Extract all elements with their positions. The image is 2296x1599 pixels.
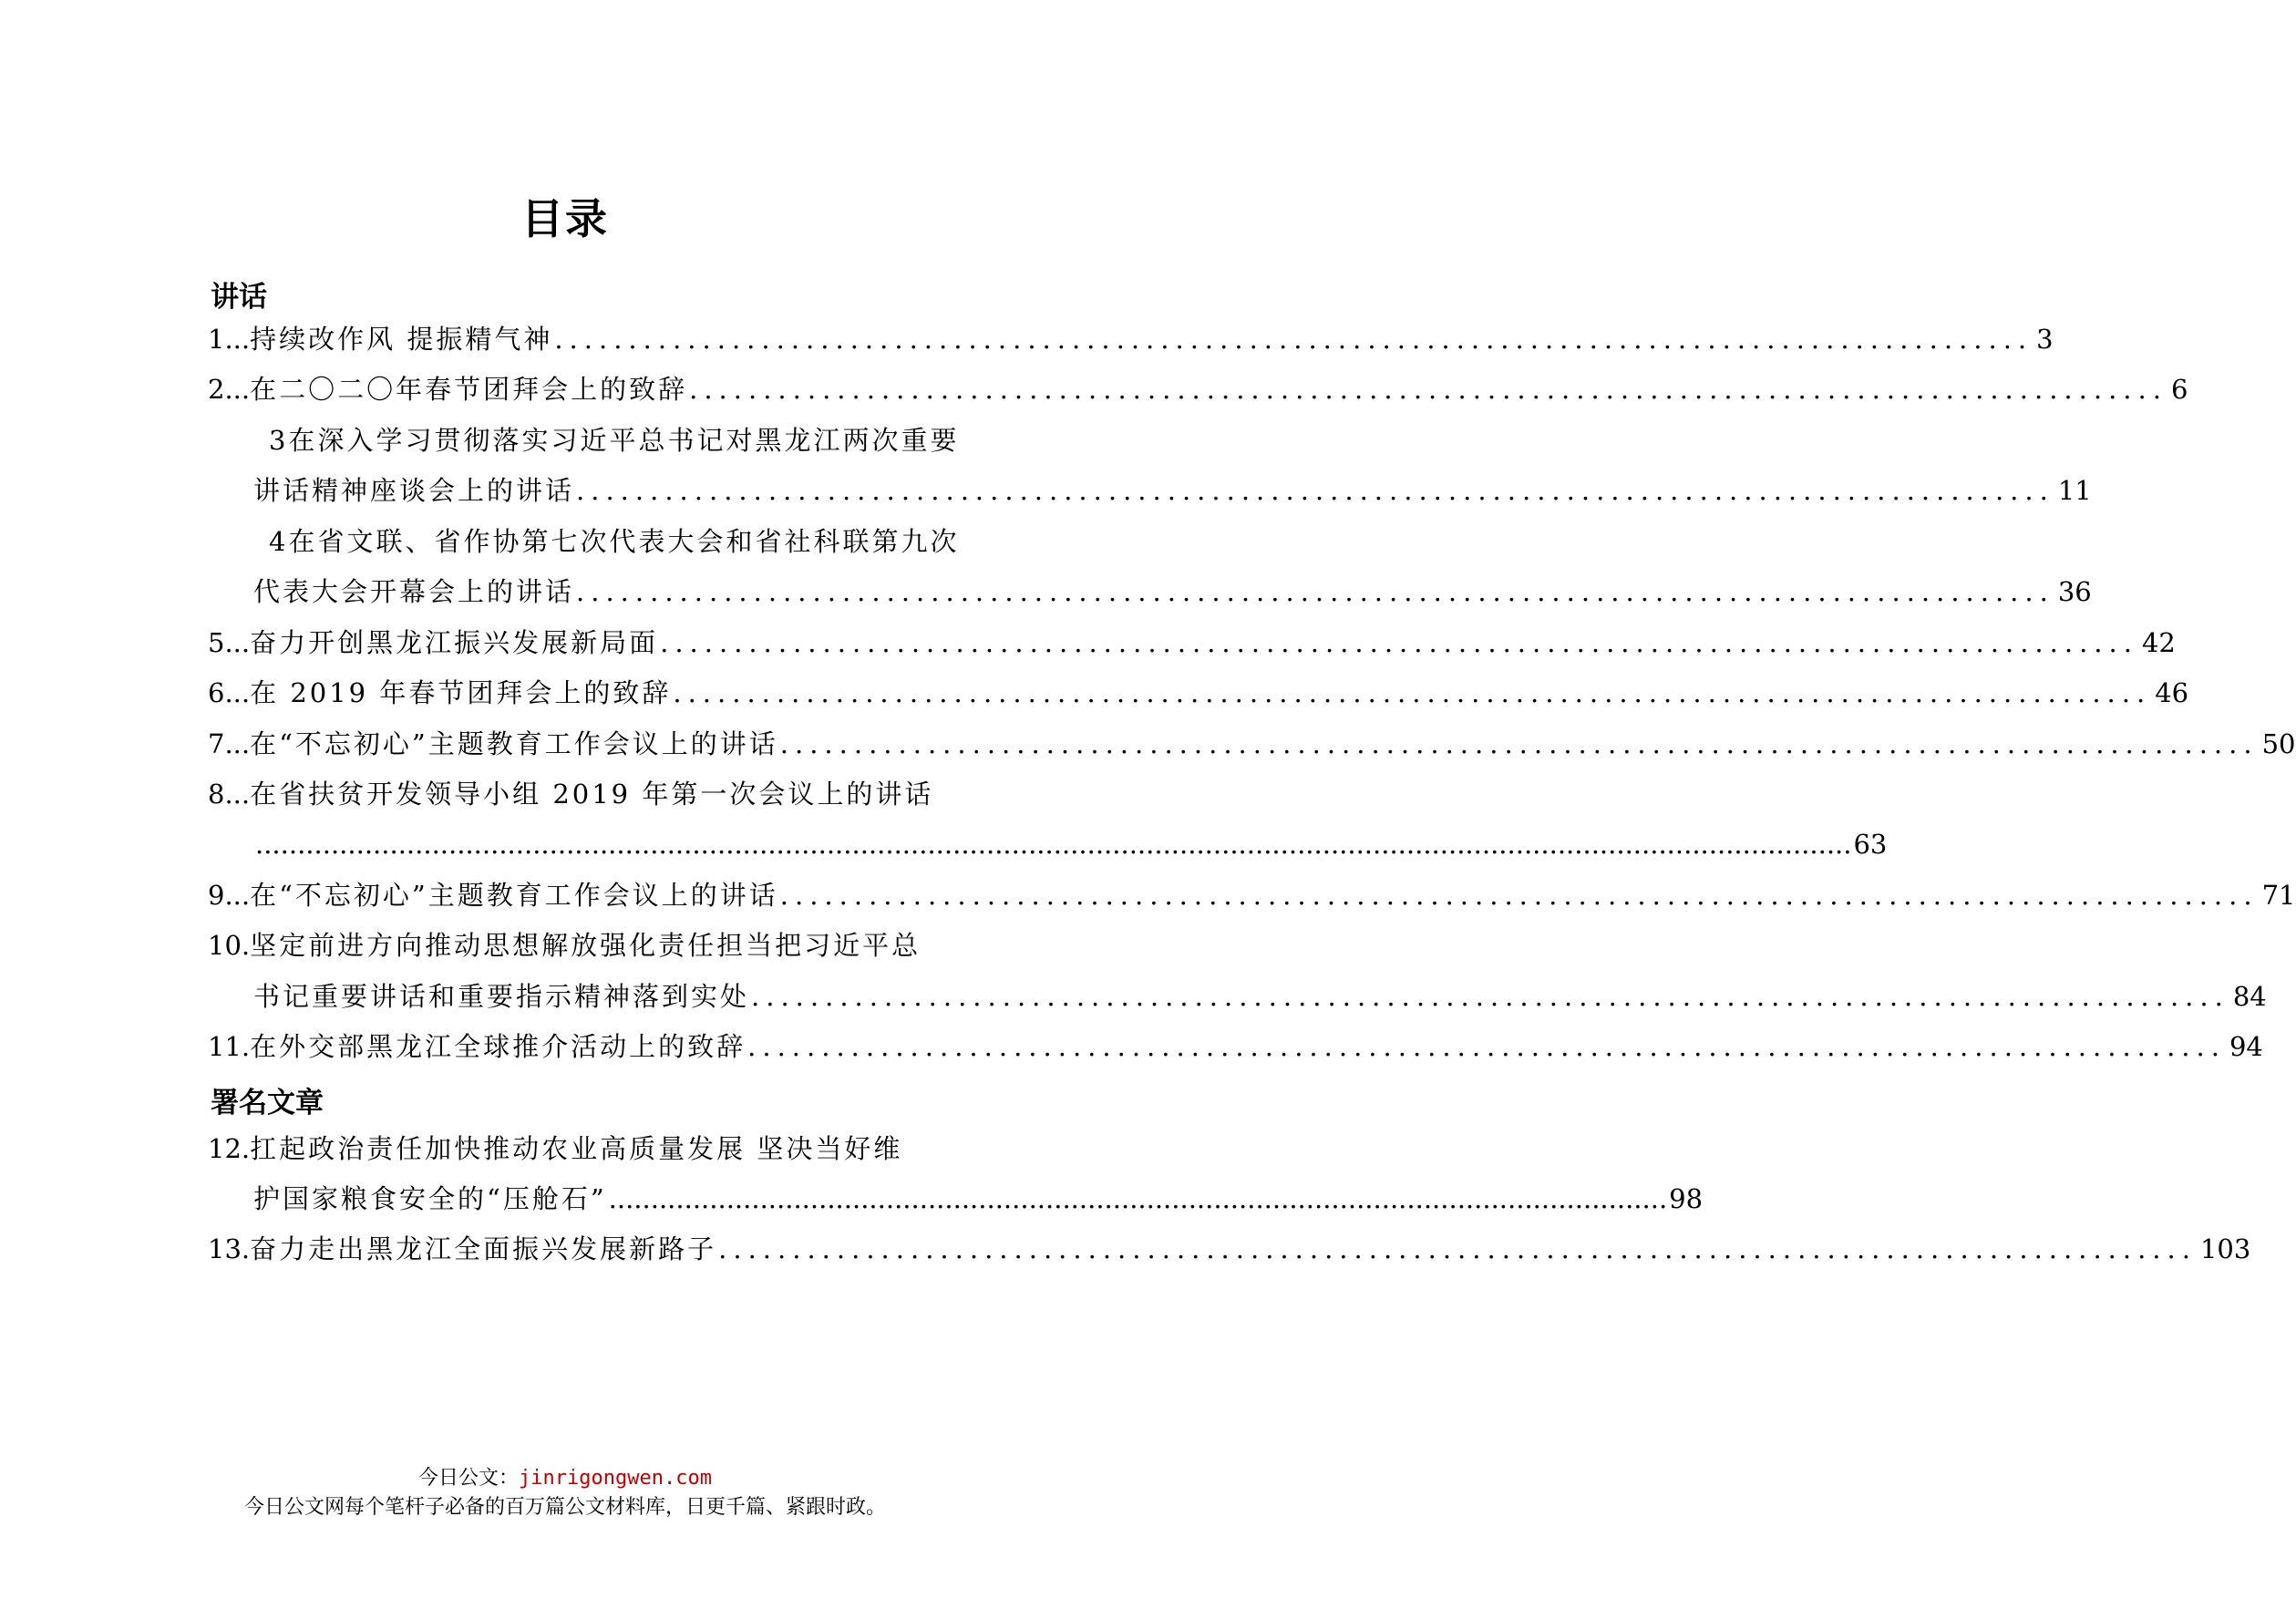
dot-leader: .................................................................................................... (660, 627, 2138, 658)
dot-leader: .................................................................................................... (576, 576, 2054, 607)
footer-slogan: 今日公文网每个笔杆子必备的百万篇公文材料库，日更千篇、紧跟时政。 (243, 1496, 886, 1519)
toc-entry-page: 84 (2232, 981, 2267, 1012)
toc-entry-page: 94 (2229, 1031, 2263, 1062)
dot-leader: .................................................................................................... (779, 728, 2259, 759)
toc-entry-6[interactable] (208, 675, 2189, 711)
toc-entry-10[interactable] (253, 978, 2267, 1015)
toc-entry-4[interactable] (253, 573, 2092, 610)
toc-entry-number: 13. (208, 1233, 251, 1264)
section-heading-articles: 署名文章 (211, 1087, 324, 1119)
toc-entry-2[interactable] (208, 371, 2188, 407)
toc-entry-9[interactable] (208, 877, 2296, 913)
toc-entry-page: 6 (2170, 374, 2188, 405)
dot-leader: .................................................................................................... (718, 1233, 2197, 1264)
dot-leader: .................................................................................................... (554, 324, 2033, 355)
toc-entry-title-cont: 讲话精神座谈会上的讲话 (253, 475, 575, 506)
toc-entry-number: 1... (208, 324, 251, 355)
toc-entry-number: 11. (208, 1031, 251, 1062)
toc-entry-title: 奋力走出黑龙江全面振兴发展新路子 (250, 1233, 717, 1264)
toc-entry-number: 2... (208, 374, 251, 405)
toc-entry-title: 4在省文联、省作协第七次代表大会和省社科联第九次 (269, 526, 960, 557)
footer-site (0, 1462, 1130, 1491)
toc-entry-3[interactable] (253, 472, 2092, 509)
toc-entry-number: 8... (208, 779, 251, 810)
dot-leader: .............................................................................................................................................................................................. (255, 829, 1852, 860)
dot-leader: .................................................................................................... (576, 475, 2054, 506)
toc-entry-title: 在二〇二〇年春节团拜会上的致辞 (250, 374, 688, 405)
toc-entry-number: 7... (208, 728, 251, 759)
toc-entry-page: 103 (2199, 1233, 2251, 1264)
dot-leader: .................................................................................................... (751, 981, 2229, 1012)
toc-entry-11[interactable] (208, 1028, 2263, 1065)
toc-entry-1[interactable] (208, 321, 2054, 357)
toc-entry-page: 71 (2261, 880, 2296, 911)
toc-entry-number: 9... (208, 880, 251, 911)
toc-entry-page: 98 (1669, 1183, 1704, 1214)
toc-entry-number: 6... (208, 677, 251, 708)
dot-leader: .................................................................................................... (673, 677, 2152, 708)
section-heading-speeches: 讲话 (211, 281, 267, 314)
toc-entry-page: 11 (2057, 475, 2092, 506)
toc-entry-5[interactable] (208, 624, 2176, 661)
toc-entry-title: 3在深入学习贯彻落实习近平总书记对黑龙江两次重要 (269, 425, 960, 456)
toc-entry-number: 10. (208, 930, 251, 961)
footer-site-link[interactable]: jinrigongwen.com (519, 1467, 712, 1490)
toc-entry-page: 46 (2155, 677, 2189, 708)
toc-entry-13[interactable] (208, 1231, 2251, 1267)
toc-entry-12[interactable] (253, 1181, 1704, 1217)
toc-entry-title: 在外交部黑龙江全球推介活动上的致辞 (250, 1031, 746, 1062)
toc-entry-number: 12. (208, 1133, 251, 1164)
toc-entry-title: 在省扶贫开发领导小组 2019 年第一次会议上的讲话 (250, 779, 934, 810)
toc-entry-page: 63 (1853, 829, 1888, 860)
toc-entry-title: 在“不忘初心”主题教育工作会议上的讲话 (250, 728, 778, 759)
toc-entry-8[interactable] (253, 826, 1888, 862)
toc-entry-title: 坚定前进方向推动思想解放强化责任担当把习近平总 (250, 930, 921, 961)
toc-entry-page: 50 (2261, 728, 2296, 759)
toc-entry-number: 5... (208, 627, 251, 658)
toc-entry-title-cont: 护国家粮食安全的“压舱石” (253, 1183, 607, 1214)
toc-entry-title: 扛起政治责任加快推动农业高质量发展 坚决当好维 (250, 1133, 903, 1164)
toc-entry-4-line1[interactable] (269, 523, 960, 560)
toc-entry-page: 42 (2141, 627, 2176, 658)
toc-entry-7[interactable] (208, 726, 2296, 762)
toc-entry-title: 在 2019 年春节团拜会上的致辞 (250, 677, 672, 708)
page-title: 目录 (521, 194, 609, 243)
toc-entry-12-line1[interactable] (208, 1130, 955, 1167)
toc-entry-title-cont: 代表大会开幕会上的讲话 (253, 576, 575, 607)
toc-entry-title: 在“不忘初心”主题教育工作会议上的讲话 (250, 880, 778, 911)
toc-entry-8-line1[interactable] (208, 776, 955, 812)
toc-entry-page: 3 (2036, 324, 2054, 355)
toc-entry-title-cont: 书记重要讲话和重要指示精神落到实处 (253, 981, 750, 1012)
toc-entry-3-line1[interactable] (269, 422, 960, 459)
footer-site-label: 今日公文： (418, 1467, 520, 1490)
dot-leader: .................................................................................................... (689, 374, 2167, 405)
dot-leader: .................................................................................................... (747, 1031, 2226, 1062)
dot-leader: .................................................................................................... (779, 880, 2259, 911)
dot-leader: .............................................................................................................................. (608, 1183, 1668, 1214)
toc-entry-10-line1[interactable] (208, 927, 955, 964)
toc-entry-title: 持续改作风 提振精气神 (250, 324, 553, 355)
toc-entry-title: 奋力开创黑龙江振兴发展新局面 (250, 627, 659, 658)
toc-entry-page: 36 (2057, 576, 2092, 607)
